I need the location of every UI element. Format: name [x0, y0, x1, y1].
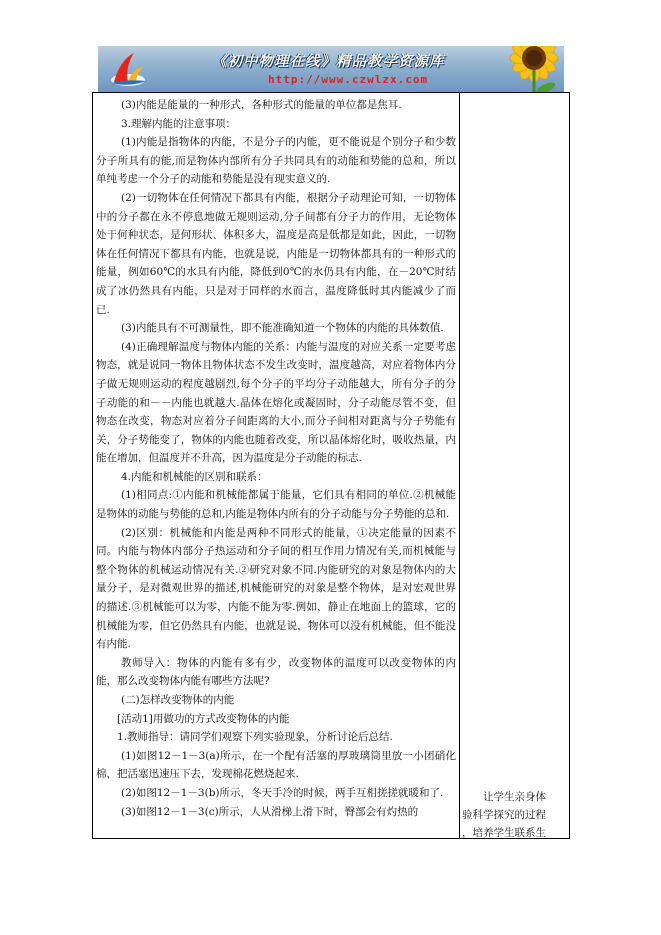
paragraph: (3)内能是能量的一种形式，各种形式的能量的单位都是焦耳.	[121, 99, 402, 111]
teaching-note	[462, 788, 568, 842]
paragraph: [活动1]用做功的方式改变物体的内能	[117, 712, 290, 725]
paragraph: (2)一切物体在任何情况下都具有内能，根据分子动理论可知，一切物体中的分子都在永不停息地做无规则运动,分子间都有分子力的作用，无论物体处于何种状态，是何形状、体积多大，温度是高是低都是如此，因此，一切物体在任何情况下都具有内能，也就是说，内能是一切物体都具有的一种形式的能量，例如60℃的水具有内能，降低到0℃的水仍具有内能，在－20℃时结成了冰仍然具有内能，只是对于同样的水而言，温度降低时其内能减少了而已.	[96, 191, 456, 316]
paragraph: 3.理解内能的注意事项：	[121, 117, 237, 130]
paragraph: 教师导入：物体的内能有多有少，改变物体的温度可以改变物体的内能，那么改变物体内能有哪些方法呢?	[96, 656, 456, 688]
paragraph: (1)如图12－1－3(a)所示，在一个配有活塞的厚玻璃筒里放一小团硝化棉，把活塞迅速压下去，发现棉花燃烧起来.	[96, 749, 456, 781]
paragraph: (2)如图12－1－3(b)所示，冬天手冷的时候，两手互相搓搓就暖和了.	[121, 786, 444, 799]
paragraph: (二)怎样改变物体的内能	[121, 694, 235, 706]
banner-url: http://www.czwlzx.com	[268, 73, 429, 86]
paragraph: (2)区别：机械能和内能是两种不同形式的能量，①决定能量的因素不同。内能与物体内部分子热运动和分子间的相互作用力情况有关,而机械能与整个物体的机械运动情况有关.②研究对象不同.内能研究的对象是物体内的大量分子，是对微观世界的描述,机械能研究的对象是整个物体，是对宏观世界的描述.③机械能可以为零，内能不能为零.例如，静止在地面上的篮球，它的机械能为零，但它仍然具有内能，也就是说，物体可以没有机械能，但不能没有内能.	[96, 526, 456, 651]
sunflower-icon	[498, 46, 564, 92]
banner-title: 《初中物理在线》精品教学资源库	[212, 53, 445, 70]
column-divider	[459, 92, 460, 839]
site-logo-icon	[108, 50, 148, 88]
paragraph: (1)内能是指物体的内能，不是分子的内能，更不能说是个别分子和少数分子所具有的能,而是物体内部所有分子共同具有的动能和势能的总和，所以单纯考虑一个分子的动能和势能是没有现实意义的.	[96, 136, 456, 186]
lesson-content	[96, 96, 456, 821]
paragraph: (3)如图12－1－3(c)所示，人从滑梯上滑下时，臀部会有灼热的	[121, 805, 419, 818]
header-banner	[98, 46, 564, 92]
note-line: 验科学探究的过程	[462, 809, 546, 821]
paragraph: 4.内能和机械能的区别和联系：	[121, 470, 268, 483]
paragraph: (4)正确理解温度与物体内能的关系：内能与温度的对应关系一定要考虑物态，就是说同一物体且物体状态不发生改变时，温度越高，对应着物体内分子做无规则运动的程度越剧烈,每个分子的平均分子动能越大，所有分子的分子动能的和－－内能也就越大.晶体在熔化或凝固时，分子动能尽管不变，但物态在改变，物态对应着分子间距离的大小,而分子间相对距离与分子势能有关，分子势能变了，物体的内能也随着改变，所以晶体熔化时，吸收热量，内能在增加，但温度并不升高，因为温度是分子动能的标志.	[96, 340, 456, 465]
paragraph: (1)相同点:①内能和机械能都属于能量，它们具有相同的单位.②机械能是物体的动能与势能的总和,内能是物体内所有的分子动能与分子势能的总和.	[96, 489, 456, 521]
note-line: 让学生亲身体	[483, 791, 546, 803]
paragraph: 1.教师指导：请同学们观察下列实验现象，分析讨论后总结.	[117, 731, 393, 744]
note-line: ，培养学生联系生	[462, 827, 546, 839]
paragraph: (3)内能具有不可测量性，即不能准确知道一个物体的内能的具体数值.	[121, 322, 444, 335]
